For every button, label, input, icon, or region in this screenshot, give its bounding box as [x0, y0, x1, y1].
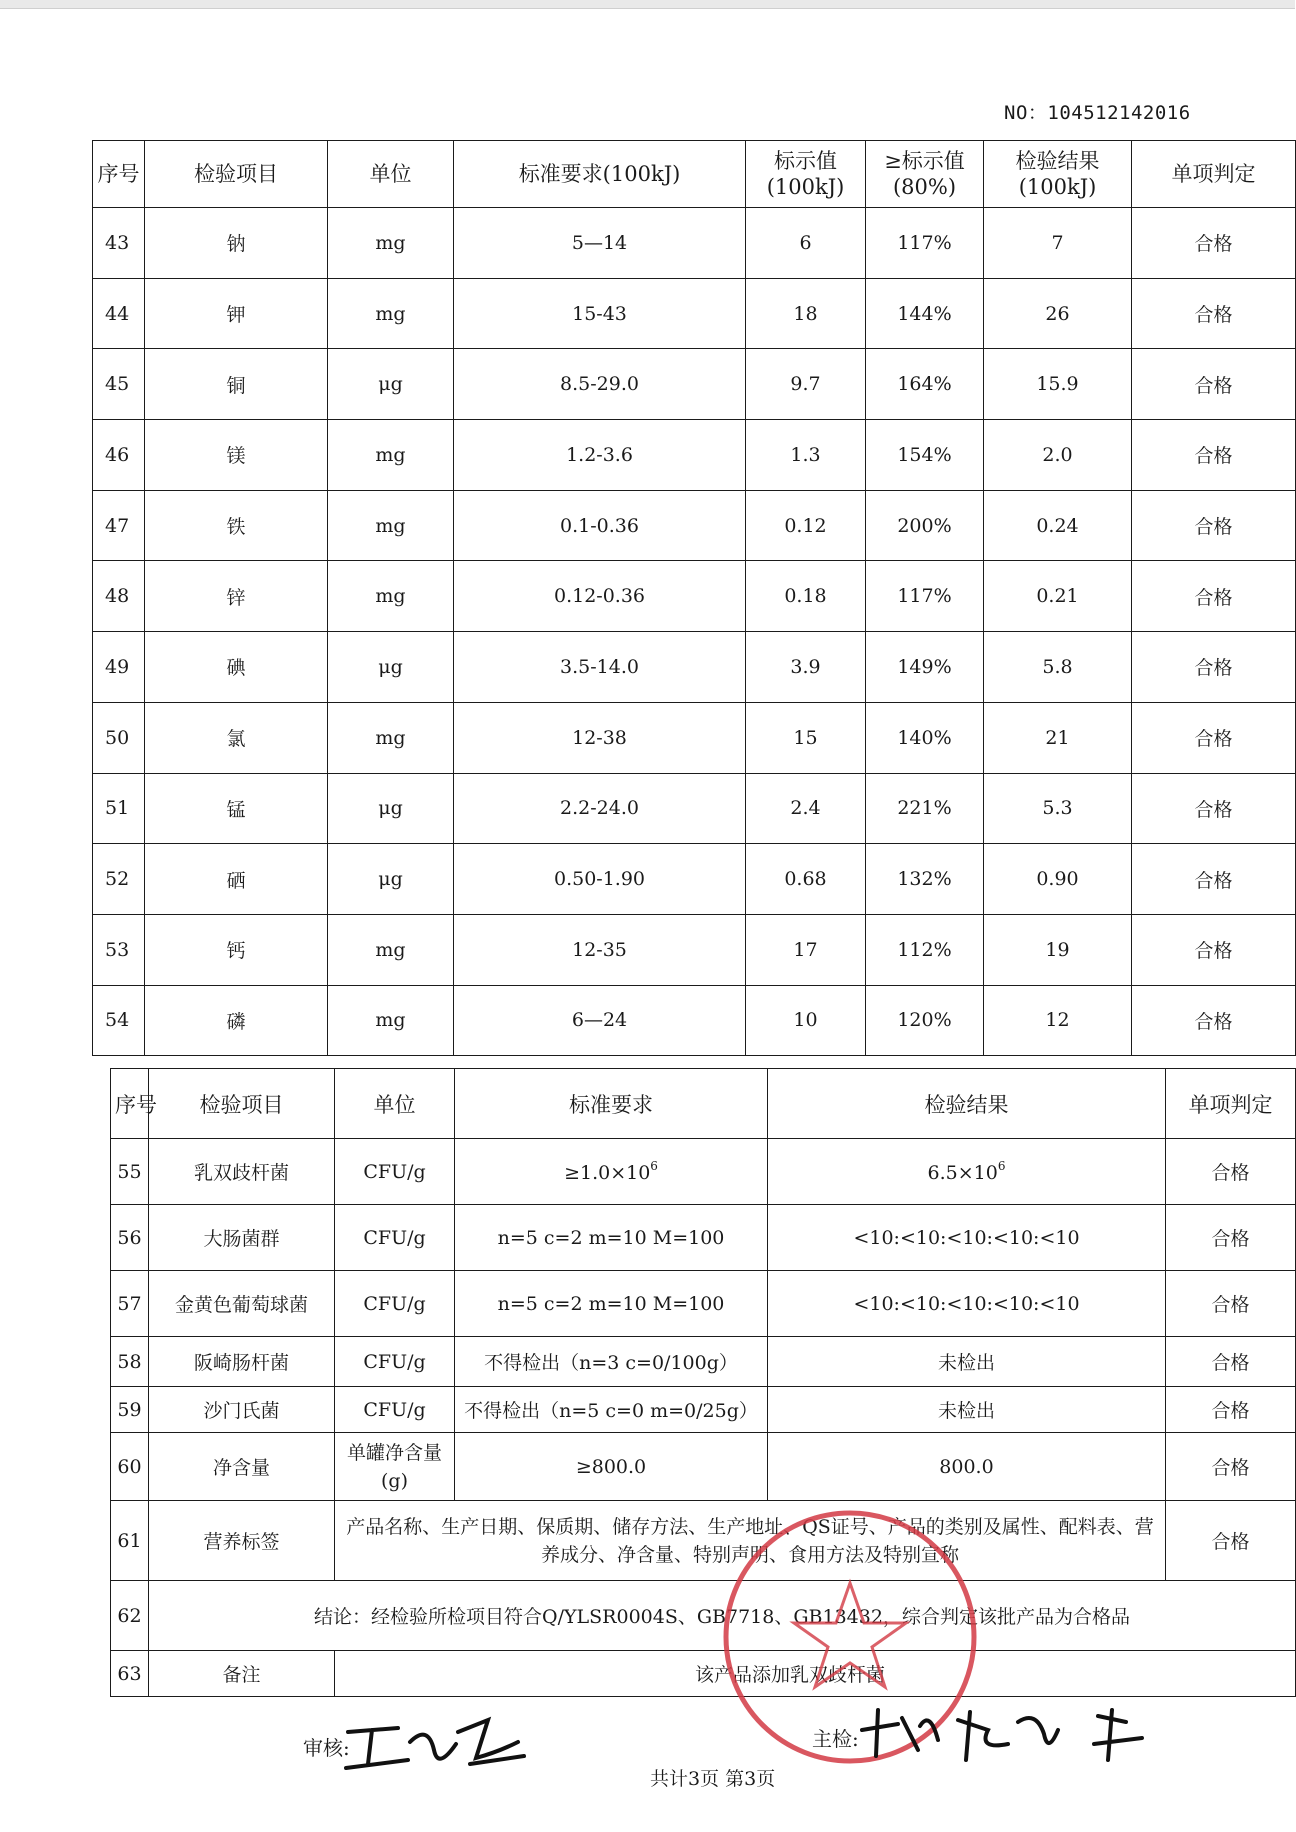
row-unit: μg [328, 773, 454, 844]
row-judgement: 合格 [1166, 1387, 1296, 1433]
row-item: 镁 [145, 420, 328, 491]
row-judgement: 合格 [1132, 208, 1296, 279]
row-item: 净含量 [149, 1433, 335, 1501]
row-result: 2.0 [984, 420, 1132, 491]
table-row [111, 1501, 1296, 1581]
header-item: 检验项目 [149, 1069, 335, 1139]
row-standard: 2.2-24.0 [454, 773, 746, 844]
header-standard: 标准要求 [455, 1069, 768, 1139]
row-standard: 不得检出（n=5 c=0 m=0/25g） [455, 1387, 768, 1433]
row-item: 氯 [145, 702, 328, 773]
row-result: 21 [984, 702, 1132, 773]
row-percent: 154% [866, 420, 984, 491]
row-result [768, 1139, 1166, 1205]
row-standard: 0.12-0.36 [454, 561, 746, 632]
microbiology-table-header [111, 1069, 1296, 1139]
row-unit: CFU/g [335, 1139, 455, 1205]
header-label-value: 标示值(100kJ) [746, 141, 866, 208]
row-judgement: 合格 [1132, 561, 1296, 632]
row-standard: 5—14 [454, 208, 746, 279]
row-item: 铜 [145, 349, 328, 420]
table-row [93, 490, 1296, 561]
table-row [93, 985, 1296, 1056]
row-result: 800.0 [768, 1433, 1166, 1501]
row-standard: 12-35 [454, 914, 746, 985]
row-unit: mg [328, 278, 454, 349]
page-count: 共计3页 第3页 [650, 1768, 776, 1790]
header-judgement: 单项判定 [1132, 141, 1296, 208]
row-standard: 0.1-0.36 [454, 490, 746, 561]
row-unit: mg [328, 914, 454, 985]
row-item: 营养标签 [149, 1501, 335, 1581]
row-judgement: 合格 [1132, 490, 1296, 561]
row-percent: 117% [866, 208, 984, 279]
row-result: 19 [984, 914, 1132, 985]
header-result: 检验结果(100kJ) [984, 141, 1132, 208]
row-percent: 112% [866, 914, 984, 985]
table-row [111, 1433, 1296, 1501]
row-percent: 117% [866, 561, 984, 632]
row-standard: 15-43 [454, 278, 746, 349]
table-row [93, 773, 1296, 844]
row-seq: 53 [93, 914, 145, 985]
row-standard [455, 1139, 768, 1205]
report-number: NO：104512142016 [1004, 102, 1191, 124]
row-result: 未检出 [768, 1387, 1166, 1433]
mineral-table [92, 140, 1296, 1056]
row-label-value: 10 [746, 985, 866, 1056]
row-label-value: 9.7 [746, 349, 866, 420]
header-seq: 序号 [111, 1069, 149, 1139]
row-label-value: 17 [746, 914, 866, 985]
row-percent: 221% [866, 773, 984, 844]
row-item: 碘 [145, 632, 328, 703]
row-seq: 50 [93, 702, 145, 773]
row-standard: 8.5-29.0 [454, 349, 746, 420]
table-row [93, 632, 1296, 703]
row-item: 金黄色葡萄球菌 [149, 1271, 335, 1337]
row-judgement: 合格 [1132, 702, 1296, 773]
row-seq: 45 [93, 349, 145, 420]
standard-exponent: 6 [650, 1159, 658, 1173]
header-standard: 标准要求(100kJ) [454, 141, 746, 208]
row-item: 乳双歧杆菌 [149, 1139, 335, 1205]
row-standard: 1.2-3.6 [454, 420, 746, 491]
header-percent: ≥标示值(80%) [866, 141, 984, 208]
header-result: 检验结果 [768, 1069, 1166, 1139]
row-label-value: 15 [746, 702, 866, 773]
row-result: 5.3 [984, 773, 1132, 844]
row-judgement: 合格 [1166, 1139, 1296, 1205]
row-unit: μg [328, 632, 454, 703]
row-percent: 149% [866, 632, 984, 703]
row-result: 15.9 [984, 349, 1132, 420]
conclusion-text: 结论：经检验所检项目符合Q/YLSR0004S、GB7718、GB13432，综合判定该批产品为合格品 [149, 1581, 1296, 1651]
row-unit: mg [328, 702, 454, 773]
table-row [93, 702, 1296, 773]
row-judgement: 合格 [1132, 985, 1296, 1056]
row-percent: 200% [866, 490, 984, 561]
row-item: 锰 [145, 773, 328, 844]
row-standard: n=5 c=2 m=10 M=100 [455, 1205, 768, 1271]
mineral-table-header [93, 141, 1296, 208]
row-item: 锌 [145, 561, 328, 632]
row-seq: 57 [111, 1271, 149, 1337]
row-seq: 52 [93, 844, 145, 915]
row-seq: 56 [111, 1205, 149, 1271]
row-judgement: 合格 [1166, 1271, 1296, 1337]
row-seq: 48 [93, 561, 145, 632]
row-label-value: 18 [746, 278, 866, 349]
row-judgement: 合格 [1132, 349, 1296, 420]
row-judgement: 合格 [1132, 420, 1296, 491]
row-label-value: 3.9 [746, 632, 866, 703]
row-result: 0.90 [984, 844, 1132, 915]
row-seq: 51 [93, 773, 145, 844]
row-seq: 59 [111, 1387, 149, 1433]
header-seq: 序号 [93, 141, 145, 208]
row-item: 磷 [145, 985, 328, 1056]
conclusion-row [111, 1581, 1296, 1651]
row-label-value: 2.4 [746, 773, 866, 844]
row-percent: 140% [866, 702, 984, 773]
row-seq: 44 [93, 278, 145, 349]
table-row [93, 208, 1296, 279]
row-judgement: 合格 [1166, 1501, 1296, 1581]
row-seq: 46 [93, 420, 145, 491]
row-seq: 43 [93, 208, 145, 279]
row-seq: 58 [111, 1337, 149, 1387]
row-label-value: 0.18 [746, 561, 866, 632]
row-item: 大肠菌群 [149, 1205, 335, 1271]
review-label: 审核: [303, 1736, 350, 1760]
row-judgement: 合格 [1132, 844, 1296, 915]
row-percent: 132% [866, 844, 984, 915]
remark-text: 该产品添加乳双歧杆菌 [335, 1651, 1296, 1697]
row-seq: 61 [111, 1501, 149, 1581]
standard-base: ≥1.0×10 [564, 1162, 651, 1184]
row-judgement: 合格 [1132, 632, 1296, 703]
remark-label: 备注 [149, 1651, 335, 1697]
header-item: 检验项目 [145, 141, 328, 208]
row-percent: 164% [866, 349, 984, 420]
row-unit: μg [328, 349, 454, 420]
row-judgement: 合格 [1166, 1205, 1296, 1271]
table-row [111, 1337, 1296, 1387]
table-row [93, 278, 1296, 349]
table-row [93, 349, 1296, 420]
row-standard: 3.5-14.0 [454, 632, 746, 703]
table-row [111, 1271, 1296, 1337]
table-row [111, 1139, 1296, 1205]
row-result: 12 [984, 985, 1132, 1056]
row-seq: 60 [111, 1433, 149, 1501]
row-result: 26 [984, 278, 1132, 349]
microbiology-table [110, 1068, 1296, 1697]
row-label-value: 0.68 [746, 844, 866, 915]
row-unit: 单罐净含量(g) [335, 1433, 455, 1501]
row-label-value: 1.3 [746, 420, 866, 491]
row-standard: 0.50-1.90 [454, 844, 746, 915]
row-result: 0.21 [984, 561, 1132, 632]
row-unit: CFU/g [335, 1337, 455, 1387]
row-item: 阪崎肠杆菌 [149, 1337, 335, 1387]
row-unit: mg [328, 420, 454, 491]
row-seq: 55 [111, 1139, 149, 1205]
reviewer-signature [338, 1702, 528, 1782]
row-item: 钙 [145, 914, 328, 985]
row-result: 0.24 [984, 490, 1132, 561]
row-result: 5.8 [984, 632, 1132, 703]
row-item: 钠 [145, 208, 328, 279]
chief-inspector-label: 主检: [812, 1727, 859, 1751]
row-result: <10:<10:<10:<10:<10 [768, 1205, 1166, 1271]
row-unit: CFU/g [335, 1271, 455, 1337]
row-result: <10:<10:<10:<10:<10 [768, 1271, 1166, 1337]
scan-edge [0, 0, 1295, 9]
table-row [93, 914, 1296, 985]
row-unit: mg [328, 985, 454, 1056]
row-result: 未检出 [768, 1337, 1166, 1387]
row-seq: 47 [93, 490, 145, 561]
inspector-signatures [858, 1700, 1158, 1770]
table-row [93, 420, 1296, 491]
row-unit: mg [328, 490, 454, 561]
result-exponent: 6 [997, 1159, 1006, 1173]
row-unit: CFU/g [335, 1387, 455, 1433]
row-standard: ≥800.0 [455, 1433, 768, 1501]
row-standard: 12-38 [454, 702, 746, 773]
table-row [93, 561, 1296, 632]
row-seq: 62 [111, 1581, 149, 1651]
header-judgement: 单项判定 [1166, 1069, 1296, 1139]
result-base: 6.5×10 [927, 1162, 998, 1184]
row-label-value: 6 [746, 208, 866, 279]
row-judgement: 合格 [1132, 914, 1296, 985]
row-unit: mg [328, 208, 454, 279]
row-item: 铁 [145, 490, 328, 561]
row-unit: CFU/g [335, 1205, 455, 1271]
row-result: 7 [984, 208, 1132, 279]
header-unit: 单位 [328, 141, 454, 208]
row-label-value: 0.12 [746, 490, 866, 561]
table-row [111, 1387, 1296, 1433]
row-judgement: 合格 [1166, 1337, 1296, 1387]
table-row [93, 844, 1296, 915]
remark-row [111, 1651, 1296, 1697]
table-row [111, 1205, 1296, 1271]
row-item: 沙门氏菌 [149, 1387, 335, 1433]
row-judgement: 合格 [1132, 773, 1296, 844]
row-seq: 49 [93, 632, 145, 703]
row-judgement: 合格 [1132, 278, 1296, 349]
row-unit: mg [328, 561, 454, 632]
row-standard: 6—24 [454, 985, 746, 1056]
header-unit: 单位 [335, 1069, 455, 1139]
row-standard: 不得检出（n=3 c=0/100g） [455, 1337, 768, 1387]
row-percent: 120% [866, 985, 984, 1056]
row-item: 硒 [145, 844, 328, 915]
row-unit: μg [328, 844, 454, 915]
row-seq: 54 [93, 985, 145, 1056]
row-item: 钾 [145, 278, 328, 349]
row-standard: n=5 c=2 m=10 M=100 [455, 1271, 768, 1337]
row-label-requirements: 产品名称、生产日期、保质期、储存方法、生产地址、QS证号、产品的类别及属性、配料表、营养成分、净含量、特别声明、食用方法及特别宣称 [335, 1501, 1166, 1581]
row-judgement: 合格 [1166, 1433, 1296, 1501]
row-percent: 144% [866, 278, 984, 349]
row-seq: 63 [111, 1651, 149, 1697]
